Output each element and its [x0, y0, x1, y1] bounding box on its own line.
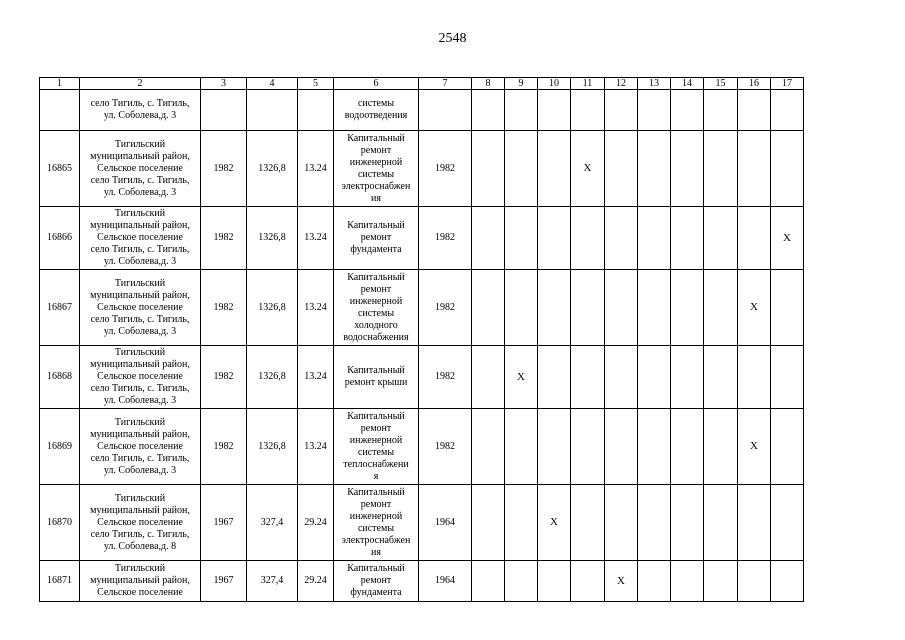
address-cell-text: Тигильский муниципальный район, Сельское поселение село Тигиль, с. Тигиль, ул. Соболева,д. 3 — [90, 416, 190, 476]
column-number: 7 — [419, 78, 472, 90]
year-column-15-cell — [704, 561, 738, 602]
address-cell — [80, 90, 201, 131]
year-column-14-cell — [671, 561, 704, 602]
year-column-15-cell — [704, 409, 738, 485]
work-type-cell — [334, 561, 419, 602]
build-year-cell — [201, 207, 247, 270]
cost-cell-text: 29.24 — [304, 516, 327, 528]
year-column-9-cell — [505, 131, 538, 207]
schedule-mark: X — [617, 574, 625, 587]
year-column-16-cell — [738, 131, 771, 207]
year-column-10-cell — [538, 90, 571, 131]
year-column-13-cell — [638, 485, 671, 561]
cost-cell — [298, 270, 334, 346]
area-cell-text: 327,4 — [260, 516, 284, 528]
year-column-16-cell — [738, 485, 771, 561]
year-column-9-cell — [505, 207, 538, 270]
year-column-14-cell — [671, 270, 704, 346]
planned-year-cell — [419, 485, 472, 561]
planned-year-cell — [419, 207, 472, 270]
year-column-12-cell — [605, 485, 638, 561]
year-column-9-cell — [505, 409, 538, 485]
work-type-cell-text: Капитальный ремонт инженерной системы электроснабжен ия — [341, 486, 411, 558]
year-column-10-cell — [538, 270, 571, 346]
column-number: 16 — [738, 78, 771, 90]
year-column-15-cell — [704, 207, 738, 270]
object-id-cell — [40, 346, 80, 409]
planned-year-cell — [419, 409, 472, 485]
work-type-cell-text: Капитальный ремонт фундамента — [347, 220, 405, 255]
year-column-17-cell — [771, 90, 804, 131]
cost-cell — [298, 409, 334, 485]
cost-cell-text: 13.24 — [304, 440, 327, 452]
address-cell — [80, 207, 201, 270]
year-column-17-cell — [771, 131, 804, 207]
cost-cell — [298, 131, 334, 207]
area-cell-text: 1326,8 — [258, 301, 286, 313]
schedule-mark: X — [750, 301, 758, 313]
planned-year-cell — [419, 90, 472, 131]
work-type-cell — [334, 409, 419, 485]
address-cell — [80, 270, 201, 346]
build-year-cell-text: 1967 — [213, 575, 234, 586]
address-cell-text: Тигильский муниципальный район, Сельское поселение — [90, 563, 190, 598]
address-cell — [80, 346, 201, 409]
planned-year-cell-text: 1964 — [435, 575, 455, 586]
address-cell — [80, 409, 201, 485]
column-number: 9 — [505, 78, 538, 90]
cost-cell — [298, 346, 334, 409]
table-row — [40, 409, 804, 485]
year-column-12-cell — [605, 131, 638, 207]
planned-year-cell — [419, 561, 472, 602]
schedule-mark: X — [783, 231, 791, 244]
year-column-11-cell — [571, 346, 605, 409]
year-column-14-cell — [671, 485, 704, 561]
object-id-cell — [40, 207, 80, 270]
cost-cell-text: 13.24 — [304, 162, 327, 174]
year-column-14-cell — [671, 409, 704, 485]
year-column-17-cell — [771, 270, 804, 346]
year-column-9-cell — [505, 485, 538, 561]
work-type-cell — [334, 270, 419, 346]
work-type-cell — [334, 131, 419, 207]
schedule-mark: X — [750, 440, 758, 452]
year-column-17-cell — [771, 409, 804, 485]
area-cell — [247, 346, 298, 409]
area-cell-text: 1326,8 — [258, 232, 286, 243]
year-column-12-cell — [605, 346, 638, 409]
object-id-cell-text: 16871 — [47, 575, 72, 586]
build-year-cell-text: 1982 — [213, 371, 234, 382]
build-year-cell — [201, 131, 247, 207]
column-number: 5 — [298, 78, 334, 90]
year-column-10-cell — [538, 409, 571, 485]
work-type-cell-text: Капитальный ремонт инженерной системы холодного водоснабжения — [343, 271, 409, 343]
year-column-8-cell — [472, 561, 505, 602]
build-year-cell-text: 1982 — [213, 301, 234, 313]
object-id-cell — [40, 131, 80, 207]
year-column-11-cell — [571, 270, 605, 346]
year-column-8-cell — [472, 90, 505, 131]
year-column-11-cell — [571, 207, 605, 270]
area-cell — [247, 207, 298, 270]
cost-cell-text: 13.24 — [304, 232, 327, 243]
work-type-cell-text: Капитальный ремонт инженерной системы теплоснабжени я — [343, 410, 409, 482]
area-cell — [247, 561, 298, 602]
year-column-11-cell — [571, 485, 605, 561]
table-row — [40, 485, 804, 561]
object-id-cell-text: 16868 — [47, 371, 72, 382]
object-id-cell — [40, 561, 80, 602]
column-number: 10 — [538, 78, 571, 90]
year-column-15-cell — [704, 485, 738, 561]
build-year-cell-text: 1982 — [213, 440, 234, 452]
year-column-9-cell — [505, 90, 538, 131]
year-column-12-cell — [605, 90, 638, 131]
object-id-cell-text: 16869 — [47, 440, 72, 452]
year-column-16-cell — [738, 561, 771, 602]
work-type-cell — [334, 346, 419, 409]
year-column-16-cell — [738, 270, 771, 346]
table-row — [40, 207, 804, 270]
year-column-15-cell — [704, 346, 738, 409]
year-column-10-cell — [538, 485, 571, 561]
repair-schedule-table — [39, 77, 804, 602]
cost-cell — [298, 485, 334, 561]
column-number: 2 — [80, 78, 201, 90]
planned-year-cell-text: 1982 — [435, 440, 455, 452]
work-type-cell-text: Капитальный ремонт фундамента — [347, 563, 405, 598]
year-column-11-cell — [571, 90, 605, 131]
object-id-cell — [40, 485, 80, 561]
year-column-17-cell — [771, 485, 804, 561]
year-column-14-cell — [671, 346, 704, 409]
year-column-17-cell — [771, 346, 804, 409]
year-column-16-cell — [738, 90, 771, 131]
planned-year-cell-text: 1982 — [435, 301, 455, 313]
work-type-cell-text: Капитальный ремонт инженерной системы электроснабжен ия — [341, 132, 411, 204]
year-column-13-cell — [638, 131, 671, 207]
cost-cell-text: 13.24 — [304, 371, 327, 382]
year-column-13-cell — [638, 346, 671, 409]
year-column-12-cell — [605, 270, 638, 346]
year-column-17-cell — [771, 207, 804, 270]
work-type-cell — [334, 90, 419, 131]
area-cell — [247, 131, 298, 207]
year-column-16-cell — [738, 346, 771, 409]
column-number: 15 — [704, 78, 738, 90]
address-cell — [80, 561, 201, 602]
year-column-8-cell — [472, 270, 505, 346]
page-number: 2548 — [438, 31, 467, 46]
year-column-13-cell — [638, 90, 671, 131]
planned-year-cell — [419, 270, 472, 346]
year-column-10-cell — [538, 207, 571, 270]
area-cell-text: 1326,8 — [258, 162, 286, 174]
year-column-14-cell — [671, 207, 704, 270]
schedule-mark: X — [550, 516, 558, 528]
year-column-9-cell — [505, 561, 538, 602]
area-cell-text: 1326,8 — [258, 371, 286, 382]
cost-cell-text: 13.24 — [304, 301, 327, 313]
year-column-11-cell — [571, 561, 605, 602]
object-id-cell-text: 16870 — [47, 516, 72, 528]
table-row — [40, 90, 804, 131]
column-number: 3 — [201, 78, 247, 90]
year-column-16-cell — [738, 207, 771, 270]
planned-year-cell — [419, 346, 472, 409]
area-cell — [247, 409, 298, 485]
cost-cell — [298, 90, 334, 131]
build-year-cell — [201, 409, 247, 485]
year-column-14-cell — [671, 90, 704, 131]
column-number: 8 — [472, 78, 505, 90]
build-year-cell — [201, 346, 247, 409]
year-column-8-cell — [472, 409, 505, 485]
object-id-cell-text: 16867 — [47, 301, 72, 313]
year-column-11-cell — [571, 131, 605, 207]
build-year-cell-text: 1982 — [213, 232, 234, 243]
year-column-13-cell — [638, 561, 671, 602]
address-cell — [80, 485, 201, 561]
area-cell — [247, 90, 298, 131]
planned-year-cell-text: 1982 — [435, 371, 455, 382]
address-cell-text: Тигильский муниципальный район, Сельское поселение село Тигиль, с. Тигиль, ул. Соболева,д. 8 — [90, 492, 190, 552]
table-row — [40, 346, 804, 409]
build-year-cell — [201, 270, 247, 346]
column-number: 11 — [571, 78, 605, 90]
table-row — [40, 270, 804, 346]
year-column-8-cell — [472, 207, 505, 270]
year-column-15-cell — [704, 270, 738, 346]
planned-year-cell — [419, 131, 472, 207]
table-row — [40, 131, 804, 207]
work-type-cell-text: Капитальный ремонт крыши — [344, 365, 408, 388]
year-column-13-cell — [638, 270, 671, 346]
build-year-cell-text: 1982 — [213, 162, 234, 174]
year-column-8-cell — [472, 346, 505, 409]
planned-year-cell-text: 1964 — [435, 516, 455, 528]
schedule-mark: X — [583, 162, 592, 174]
year-column-12-cell — [605, 207, 638, 270]
build-year-cell-text: 1967 — [213, 516, 234, 528]
year-column-16-cell — [738, 409, 771, 485]
address-cell — [80, 131, 201, 207]
object-id-cell-text: 16866 — [47, 232, 72, 243]
year-column-13-cell — [638, 207, 671, 270]
column-number: 12 — [605, 78, 638, 90]
column-number-row — [40, 78, 804, 90]
object-id-cell — [40, 90, 80, 131]
year-column-9-cell — [505, 346, 538, 409]
year-column-17-cell — [771, 561, 804, 602]
year-column-14-cell — [671, 131, 704, 207]
build-year-cell — [201, 485, 247, 561]
year-column-15-cell — [704, 131, 738, 207]
object-id-cell — [40, 409, 80, 485]
area-cell-text: 327,4 — [260, 575, 284, 586]
year-column-10-cell — [538, 131, 571, 207]
year-column-11-cell — [571, 409, 605, 485]
year-column-15-cell — [704, 90, 738, 131]
work-type-cell — [334, 485, 419, 561]
work-type-cell-text: системы водоотведения — [344, 98, 408, 121]
schedule-mark: X — [517, 370, 525, 383]
year-column-9-cell — [505, 270, 538, 346]
column-number: 14 — [671, 78, 704, 90]
area-cell — [247, 270, 298, 346]
build-year-cell — [201, 561, 247, 602]
column-number: 17 — [771, 78, 804, 90]
planned-year-cell-text: 1982 — [435, 232, 455, 243]
cost-cell-text: 29.24 — [304, 575, 327, 586]
address-cell-text: Тигильский муниципальный район, Сельское поселение село Тигиль, с. Тигиль, ул. Соболева,д. 3 — [90, 208, 190, 267]
address-cell-text: село Тигиль, с. Тигиль, ул. Соболева,д. 3 — [90, 98, 190, 121]
year-column-12-cell — [605, 561, 638, 602]
address-cell-text: Тигильский муниципальный район, Сельское поселение село Тигиль, с. Тигиль, ул. Соболева,д. 3 — [90, 138, 190, 198]
year-column-10-cell — [538, 346, 571, 409]
column-number: 13 — [638, 78, 671, 90]
year-column-8-cell — [472, 485, 505, 561]
planned-year-cell-text: 1982 — [435, 162, 455, 174]
cost-cell — [298, 561, 334, 602]
cost-cell — [298, 207, 334, 270]
year-column-12-cell — [605, 409, 638, 485]
build-year-cell — [201, 90, 247, 131]
work-type-cell — [334, 207, 419, 270]
year-column-8-cell — [472, 131, 505, 207]
address-cell-text: Тигильский муниципальный район, Сельское поселение село Тигиль, с. Тигиль, ул. Соболева,д. 3 — [90, 347, 190, 406]
table-row — [40, 561, 804, 602]
object-id-cell — [40, 270, 80, 346]
area-cell — [247, 485, 298, 561]
year-column-10-cell — [538, 561, 571, 602]
column-number: 1 — [40, 78, 80, 90]
column-number: 6 — [334, 78, 419, 90]
year-column-13-cell — [638, 409, 671, 485]
address-cell-text: Тигильский муниципальный район, Сельское поселение село Тигиль, с. Тигиль, ул. Соболева,д. 3 — [90, 277, 190, 337]
column-number: 4 — [247, 78, 298, 90]
area-cell-text: 1326,8 — [258, 440, 286, 452]
object-id-cell-text: 16865 — [47, 162, 72, 174]
